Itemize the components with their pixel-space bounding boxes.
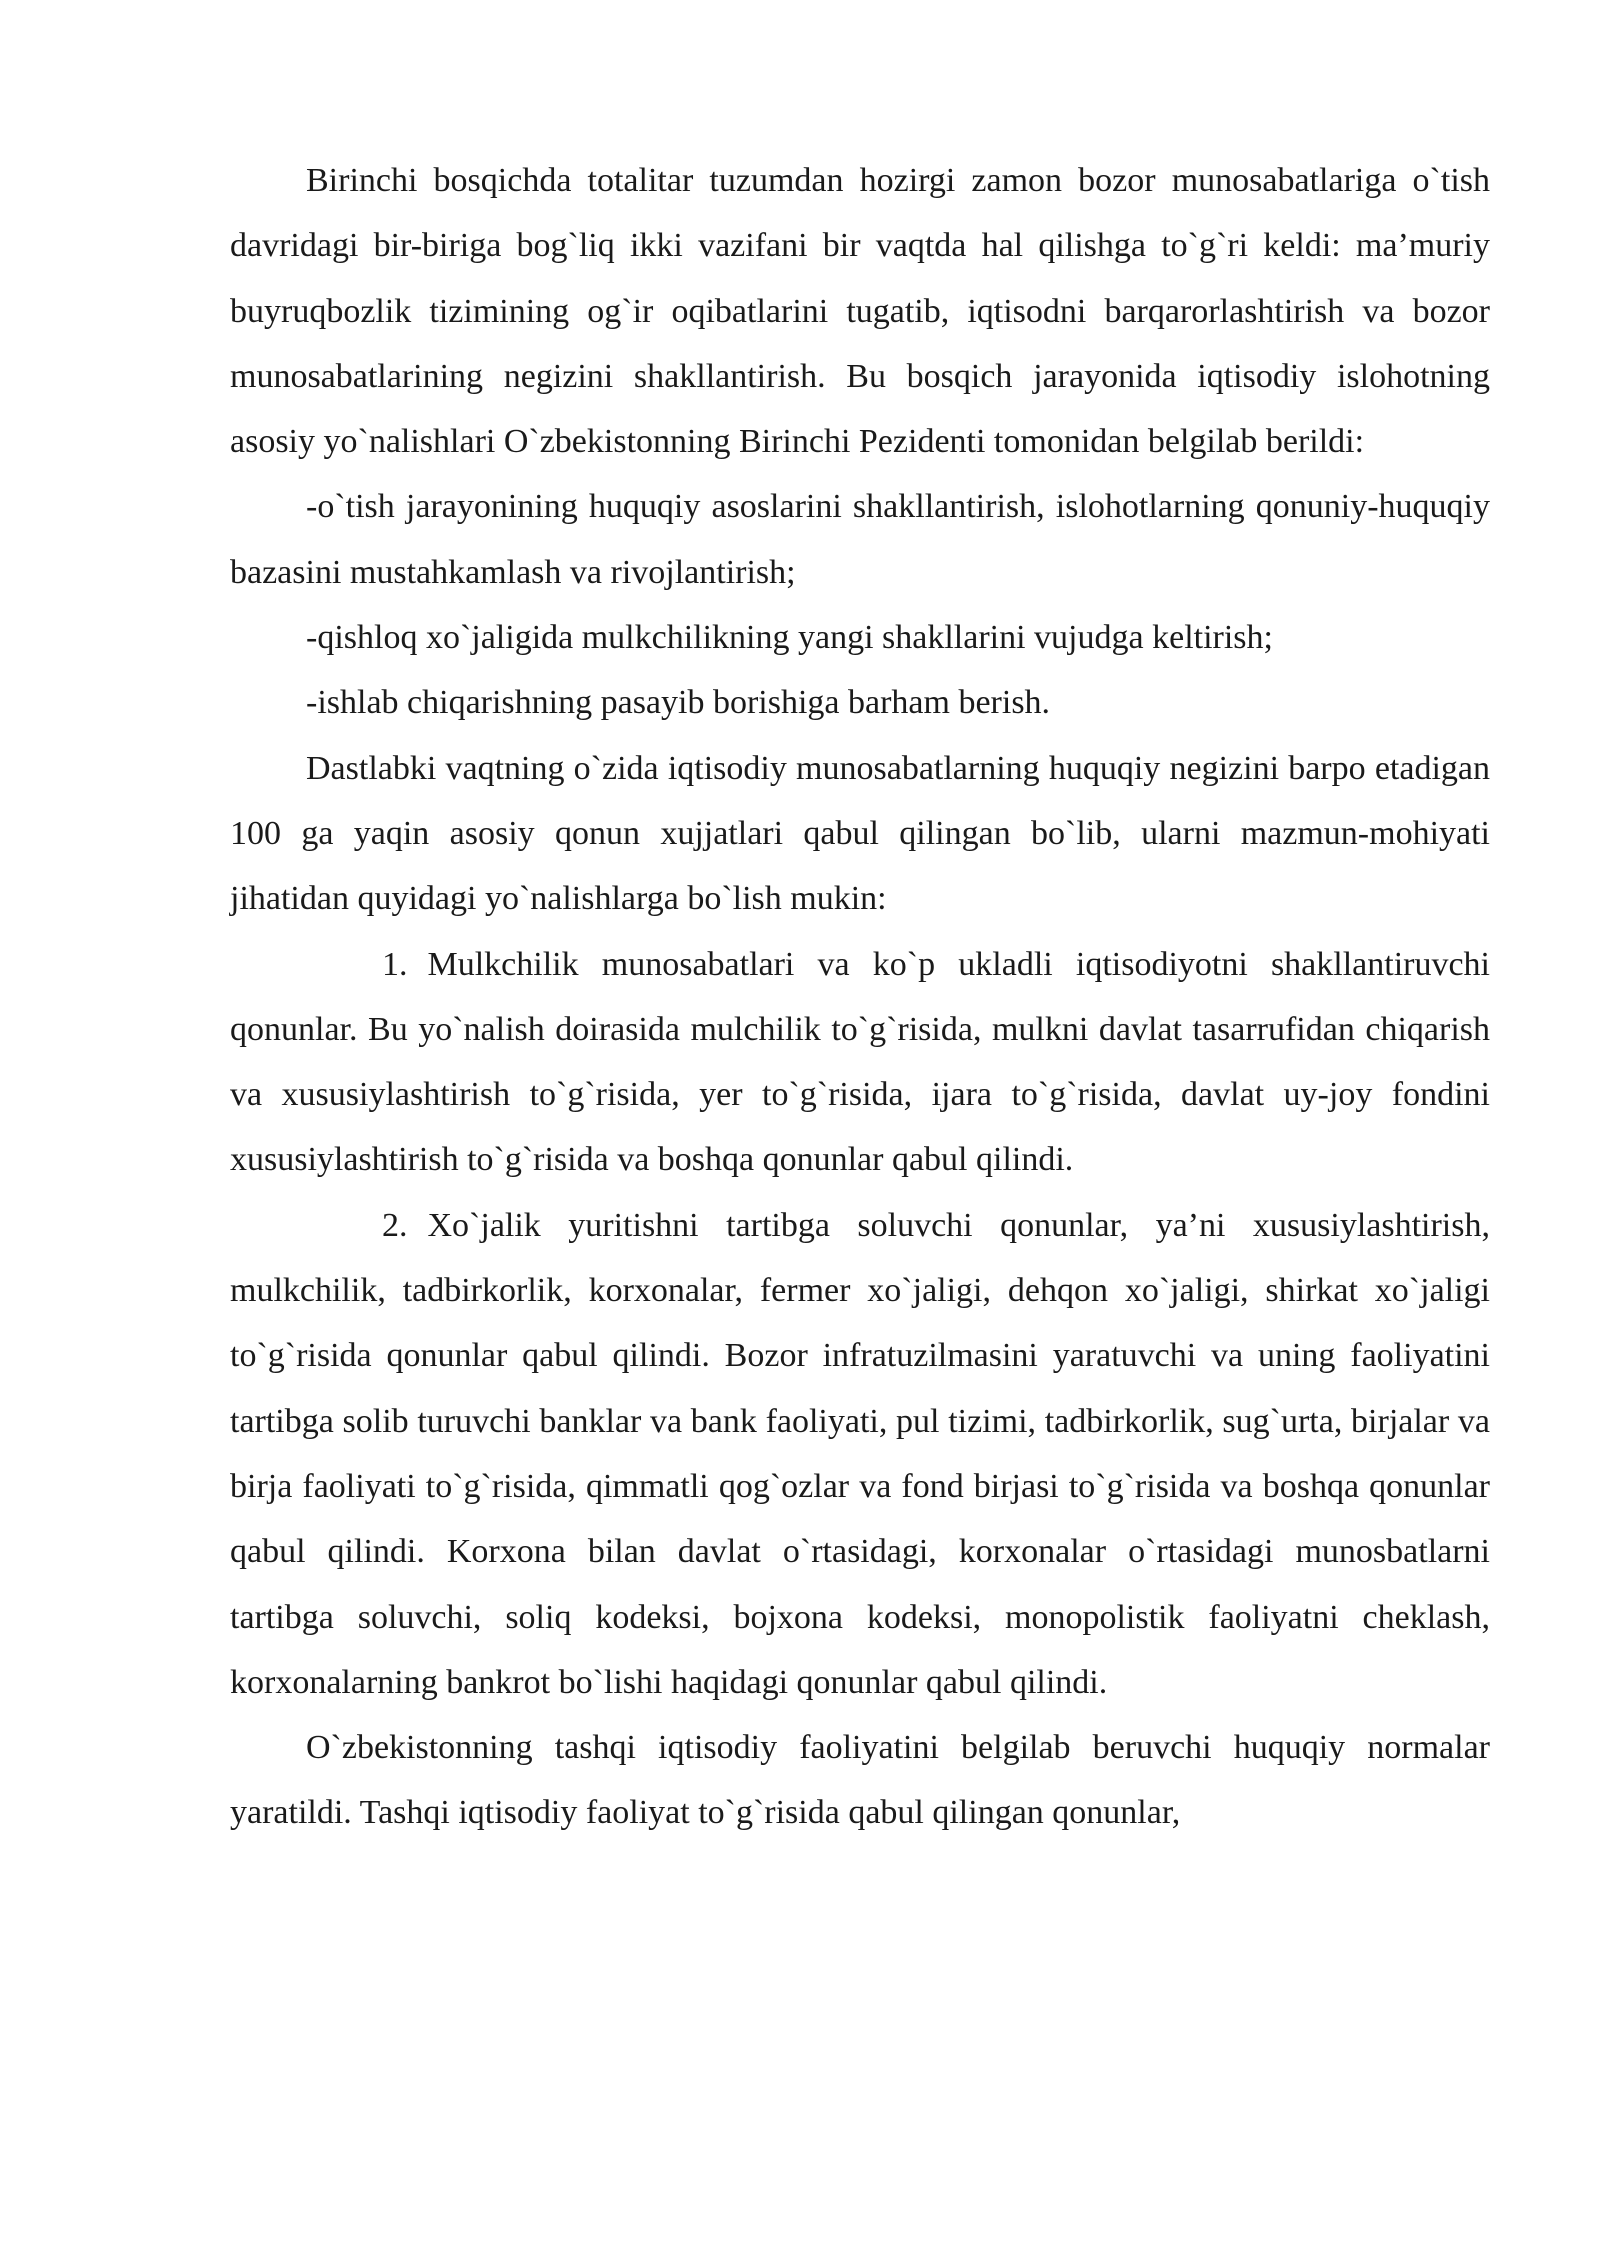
numbered-item-2	[230, 1193, 1490, 1715]
document-page	[230, 148, 1490, 1846]
item-text: Mulkchilik munosabatlari va ko`p ukladli iqtisodiyotni shakllantiruvchi qonunlar. Bu yo`nalish doirasida mulchilik to`g`risida, mulkni davlat tasarrufidan chiqarish va xususiylashtirish to`g`risida, yer to`g`risida, ijara to`g`risida, davlat uy-joy fondini xususiylashtirish to`g`risida va boshqa qonunlar qabul qilindi.	[230, 945, 1490, 1179]
paragraph-laws-overview: Dastlabki vaqtning o`zida iqtisodiy munosabatlarning huquqiy negizini barpo etadigan 100 ga yaqin asosiy qonun xujjatlari qabul qilingan bo`lib, ularni mazmun-mohiyati jihatidan quyidagi yo`nalishlarga bo`lish mukin:	[230, 749, 1490, 918]
list-item-agriculture: -qishloq xo`jaligida mulkchilikning yangi shakllarini vujudga keltirish;	[306, 619, 1273, 657]
list-item-legal-basis: -o`tish jarayonining huquqiy asoslarini shakllantirish, islohotlarning qonuniy-huquqiy bazasini mustahkamlash va rivojlantirish;	[230, 488, 1490, 591]
list-item-production: -ishlab chiqarishning pasayib borishiga barham berish.	[306, 684, 1051, 722]
item-text: Xo`jalik yuritishni tartibga soluvchi qonunlar, ya’ni xususiylashtirish, mulkchilik, tadbirkorlik, korxonalar, fermer xo`jaligi, dehqon xo`jaligi, shirkat xo`jaligi to`g`risida qonunlar qabul qilindi. Bozor infratuzilmasini yaratuvchi va uning faoliyatini tartibga solib turuvchi banklar va bank faoliyati, pul tizimi, tadbirkorlik, sug`urta, birjalar va birja faoliyati to`g`risida, qimmatli qog`ozlar va fond birjasi to`g`risida va boshqa qonunlar qabul qilindi. Korxona bilan davlat o`rtasidagi, korxonalar o`rtasidagi munosbatlarni tartibga soluvchi, soliq kodeksi, bojxona kodeksi, monopolistik faoliyatni cheklash, korxonalarning bankrot bo`lishi haqidagi qonunlar qabul qilindi.	[230, 1206, 1490, 1701]
numbered-item-1	[230, 932, 1490, 1193]
paragraph-intro: Birinchi bosqichda totalitar tuzumdan hozirgi zamon bozor munosabatlariga o`tish davridagi bir-biriga bog`liq ikki vazifani bir vaqtda hal qilishga to`g`ri keldi: ma’muriy buyruqbozlik tizimining og`ir oqibatlarini tugatib, iqtisodni barqarorlashtirish va bozor munosabatlarining negizini shakllantirish. Bu bosqich jarayonida iqtisodiy islohotning asosiy yo`nalishlari O`zbekistonning Birinchi Pezidenti tomonidan belgilab berildi:	[230, 162, 1490, 461]
item-number: 1.	[382, 945, 408, 983]
paragraph-closing: O`zbekistonning tashqi iqtisodiy faoliyatini belgilab beruvchi huquqiy normalar yaratildi. Tashqi iqtisodiy faoliyat to`g`risida qabul qilingan qonunlar,	[230, 1729, 1490, 1832]
item-number: 2.	[382, 1206, 408, 1244]
